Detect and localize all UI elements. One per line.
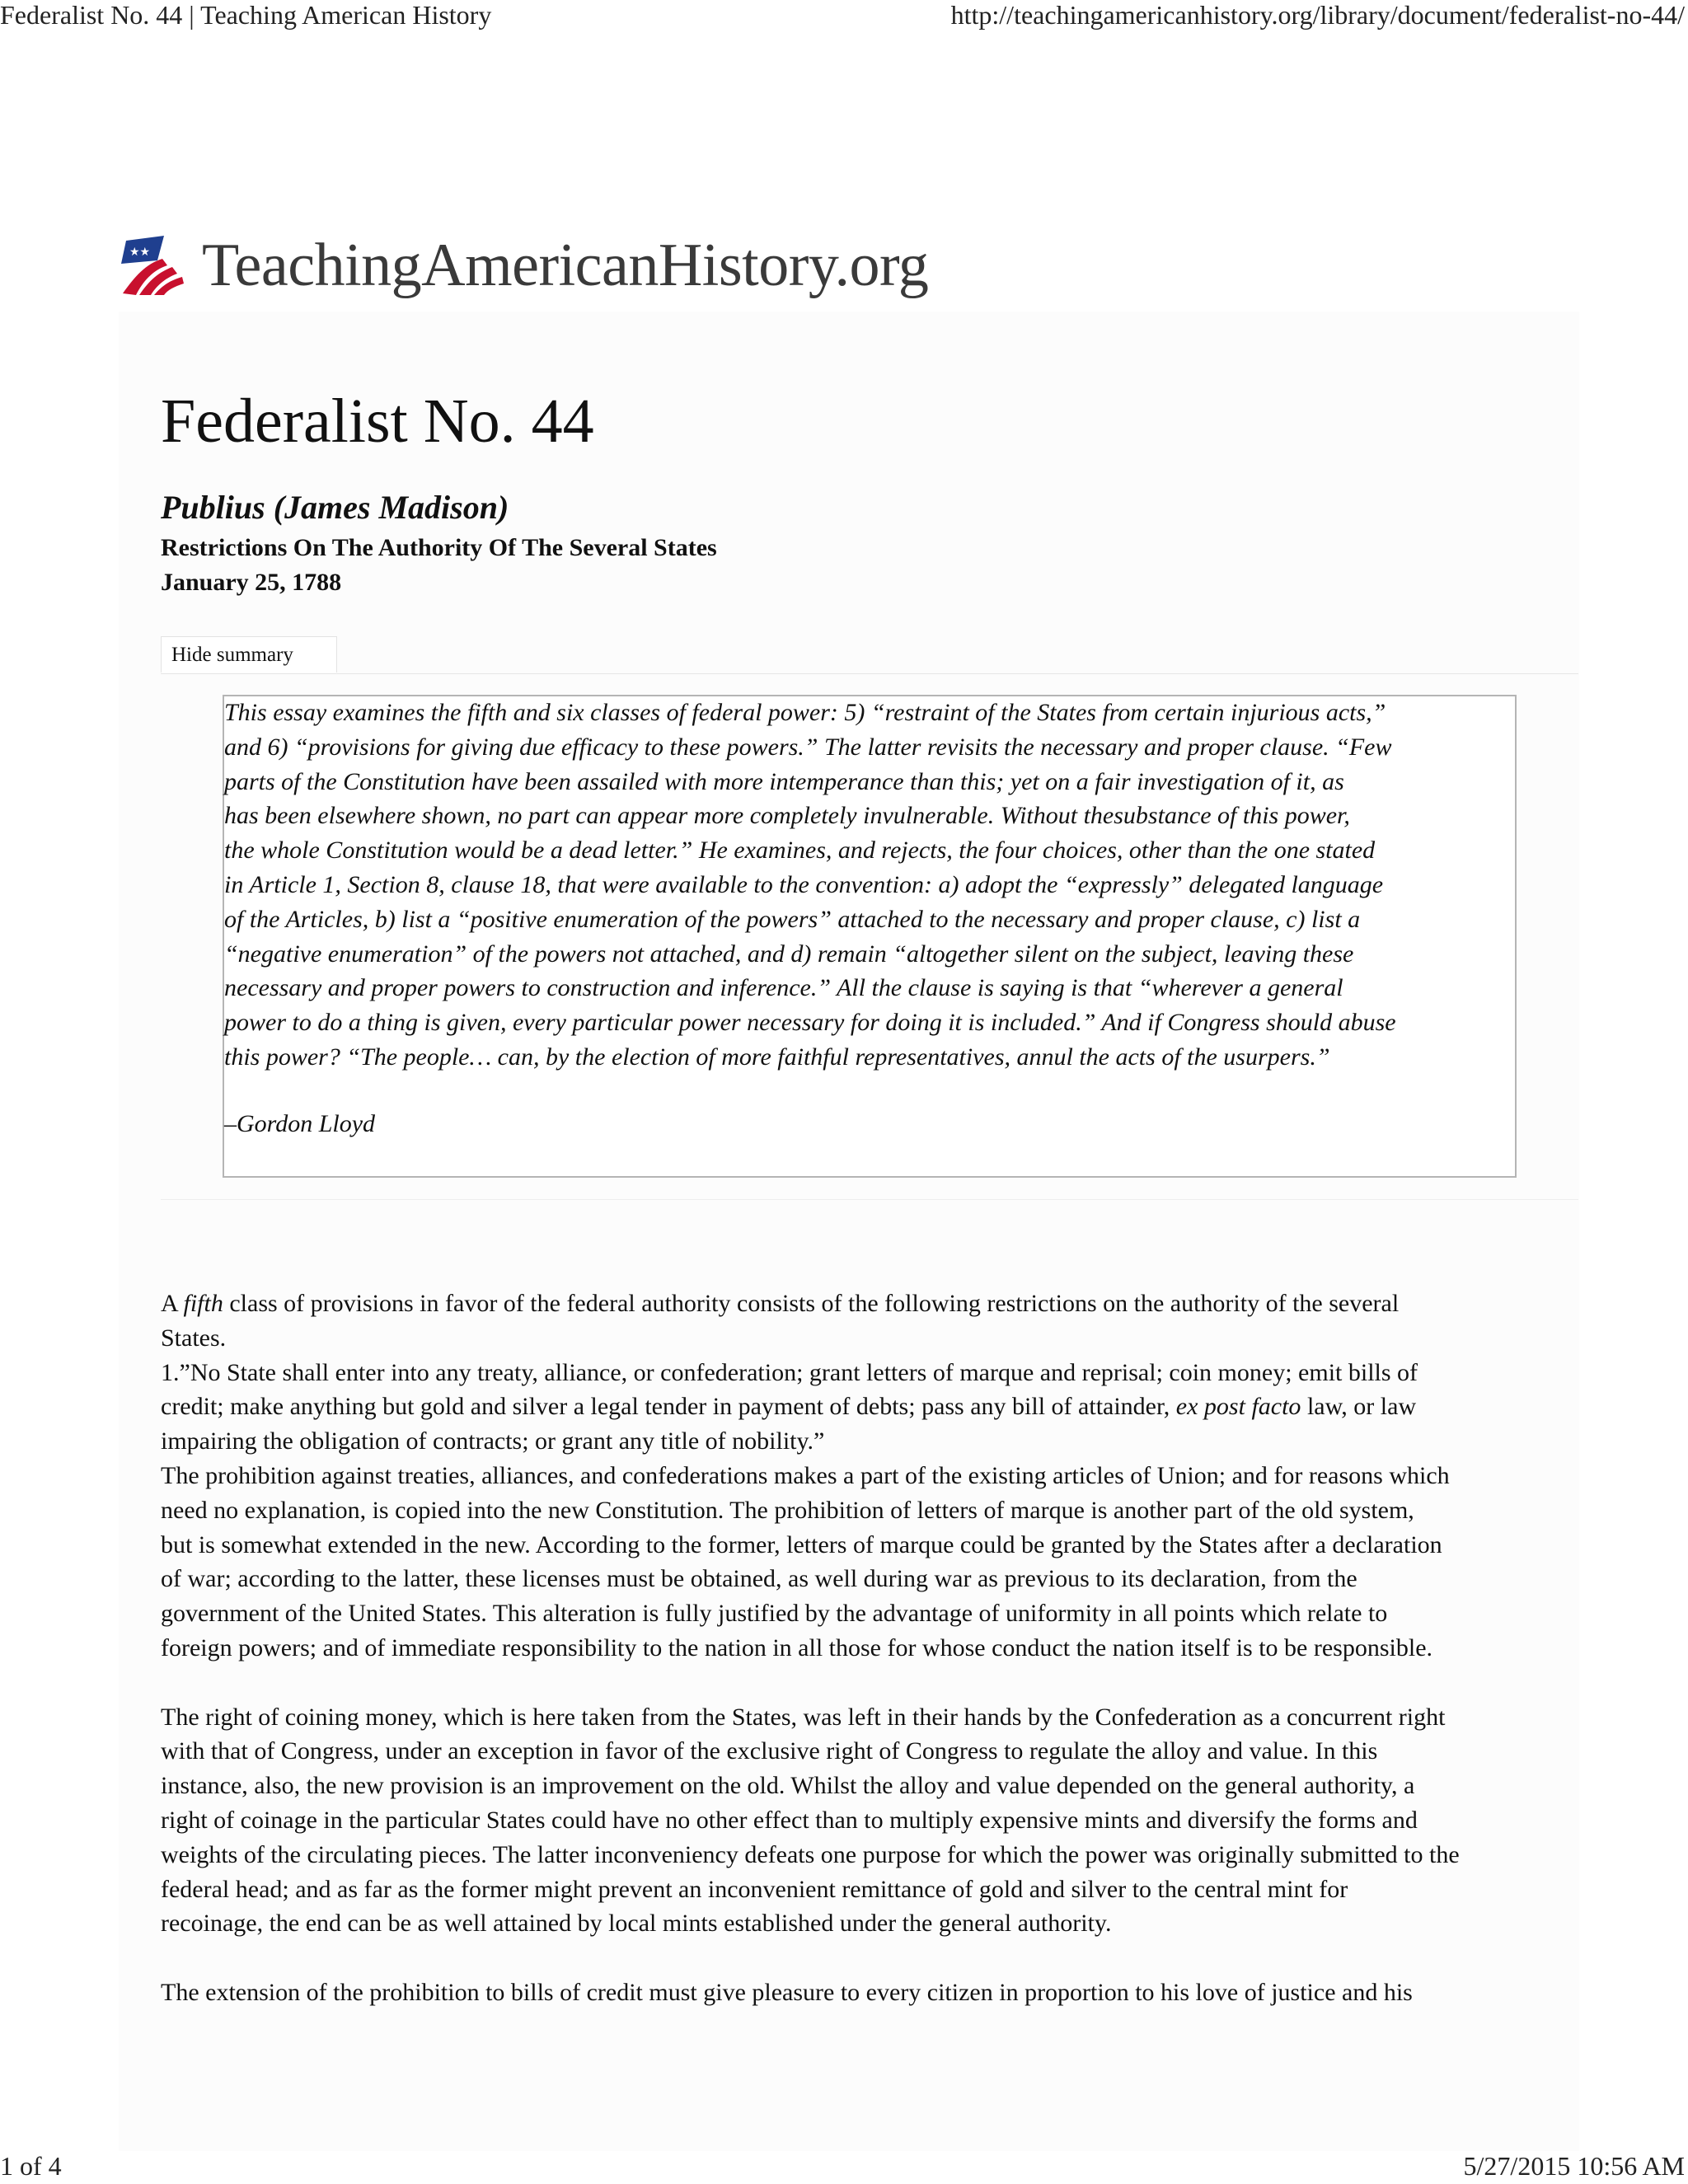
- emphasis-text: ex post facto: [1175, 1393, 1301, 1421]
- body-line: weights of the circulating pieces. The latter inconveniency defeats one purpose for which the power was originally submitted to the: [161, 1840, 1460, 1868]
- body-line: instance, also, the new provision is an improvement on the old. Whilst the alloy and value depended on the general authority, a: [161, 1772, 1415, 1800]
- body-text-run: law, or law: [1301, 1393, 1417, 1421]
- body-line: of war; according to the latter, these licenses must be obtained, as well during war as previous to its declaration, from the: [161, 1565, 1357, 1593]
- body-line: with that of Congress, under an exception in favor of the exclusive right of Congress to regulate the alloy and value. In this: [161, 1737, 1378, 1765]
- summary-line: this power? “The people… can, by the election of more faithful representatives, annul the acts of the usurpers.”: [224, 1043, 1330, 1071]
- print-datetime: 5/27/2015 10:56 AM: [1463, 2151, 1685, 2181]
- summary-line: parts of the Constitution have been assailed with more intemperance than this; yet on a fair investigation of it, as: [224, 767, 1344, 795]
- document-body: [161, 1286, 1578, 2010]
- body-line: need no explanation, is copied into the new Constitution. The prohibition of letters of marque is another part of the old system,: [161, 1496, 1414, 1524]
- summary-signature: –Gordon Lloyd: [224, 1110, 376, 1137]
- summary-line: power to do a thing is given, every particular power necessary for doing it is included.” And if Congress should abuse: [224, 1009, 1396, 1037]
- summary-line: necessary and proper powers to construction and inference.” All the clause is saying is that “wherever a general: [224, 974, 1343, 1002]
- document-author: Publius (James Madison): [161, 489, 509, 526]
- body-line: recoinage, the end can be as well attained by local mints established under the general authority.: [161, 1910, 1112, 1938]
- body-text-run: A: [161, 1290, 184, 1317]
- quote-line: [161, 1390, 1578, 1424]
- body-line: The prohibition against treaties, alliances, and confederations makes a part of the existing articles of Union; and for reasons which: [161, 1461, 1450, 1489]
- summary-line: has been elsewhere shown, no part can appear more completely invulnerable. Without thesubstance of this power,: [224, 802, 1350, 830]
- document-date: January 25, 1788: [161, 569, 342, 596]
- svg-text:★★: ★★: [129, 246, 151, 259]
- print-header-url: http://teachingamericanhistory.org/library/document/federalist-no-44/: [950, 0, 1685, 30]
- summary-line: “negative enumeration” of the powers not attached, and d) remain “altogether silent on the subject, leaving these: [224, 940, 1354, 968]
- print-header-title: Federalist No. 44 | Teaching American History: [0, 0, 492, 30]
- body-line: States.: [161, 1324, 227, 1352]
- body-text-run: class of provisions in favor of the federal authority consists of the following restrictions on the authority of the several: [223, 1290, 1400, 1317]
- body-line: federal head; and as far as the former might prevent an inconvenient remittance of gold and silver to the central mint for: [161, 1875, 1348, 1903]
- paragraph-gap: [161, 1941, 1578, 1975]
- body-line: The extension of the prohibition to bills of credit must give pleasure to every citizen in proportion to his love of justice and his: [161, 1978, 1413, 2006]
- logo-text: TeachingAmericanHistory.org: [202, 231, 929, 299]
- flag-logo-icon: [121, 236, 184, 295]
- document-subtitle: Restrictions On The Authority Of The Several States: [161, 534, 717, 561]
- summary-line: in Article 1, Section 8, clause 18, that were available to the convention: a) adopt the “expressly” delegated language: [224, 870, 1384, 898]
- body-line: [161, 1286, 1578, 1321]
- body-line: government of the United States. This alteration is fully justified by the advantage of uniformity in all points which relate to: [161, 1600, 1388, 1628]
- summary-line: and 6) “provisions for giving due efficacy to these powers.” The latter revisits the necessary and proper clause. “Few: [224, 733, 1392, 761]
- quote-line: impairing the obligation of contracts; or grant any title of nobility.”: [161, 1427, 825, 1455]
- quote-line: 1.”No State shall enter into any treaty, alliance, or confederation; grant letters of marque and reprisal; coin money; emit bills of: [161, 1358, 1418, 1386]
- body-text-run: credit; make anything but gold and silver a legal tender in payment of debts; pass any bill of attainder,: [161, 1393, 1176, 1421]
- emphasis-text: fifth: [183, 1290, 223, 1317]
- body-line: The right of coining money, which is here taken from the States, was left in their hands by the Confederation as a concurrent right: [161, 1703, 1446, 1731]
- summary-line: of the Articles, b) list a “positive enumeration of the powers” attached to the necessary and proper clause, c) list a: [224, 905, 1361, 933]
- body-line: but is somewhat extended in the new. According to the former, letters of marque could be granted by the States after a declaration: [161, 1530, 1442, 1558]
- print-header: [0, 0, 1688, 33]
- summary-line: This essay examines the fifth and six classes of federal power: 5) “restraint of the States from certain injurious acts,”: [224, 699, 1386, 726]
- summary-line: the whole Constitution would be a dead letter.” He examines, and rejects, the four choices, other than the one stated: [224, 837, 1376, 865]
- site-logo[interactable]: [121, 224, 928, 307]
- hide-summary-tab[interactable]: Hide summary: [161, 636, 337, 673]
- body-line: foreign powers; and of immediate responsibility to the nation in all those for whose conduct the nation itself is to be responsible.: [161, 1633, 1433, 1661]
- summary-text: [224, 696, 1518, 1075]
- summary-tab-divider: [161, 673, 1578, 674]
- print-footer: [0, 2151, 1688, 2184]
- page-title: Federalist No. 44: [161, 387, 594, 456]
- summary-divider: [161, 1199, 1578, 1200]
- paragraph-gap: [161, 1666, 1578, 1700]
- body-line: right of coinage in the particular States could have no other effect than to multiply expensive mints and diversify the forms and: [161, 1806, 1418, 1834]
- page-number: 1 of 4: [0, 2151, 62, 2181]
